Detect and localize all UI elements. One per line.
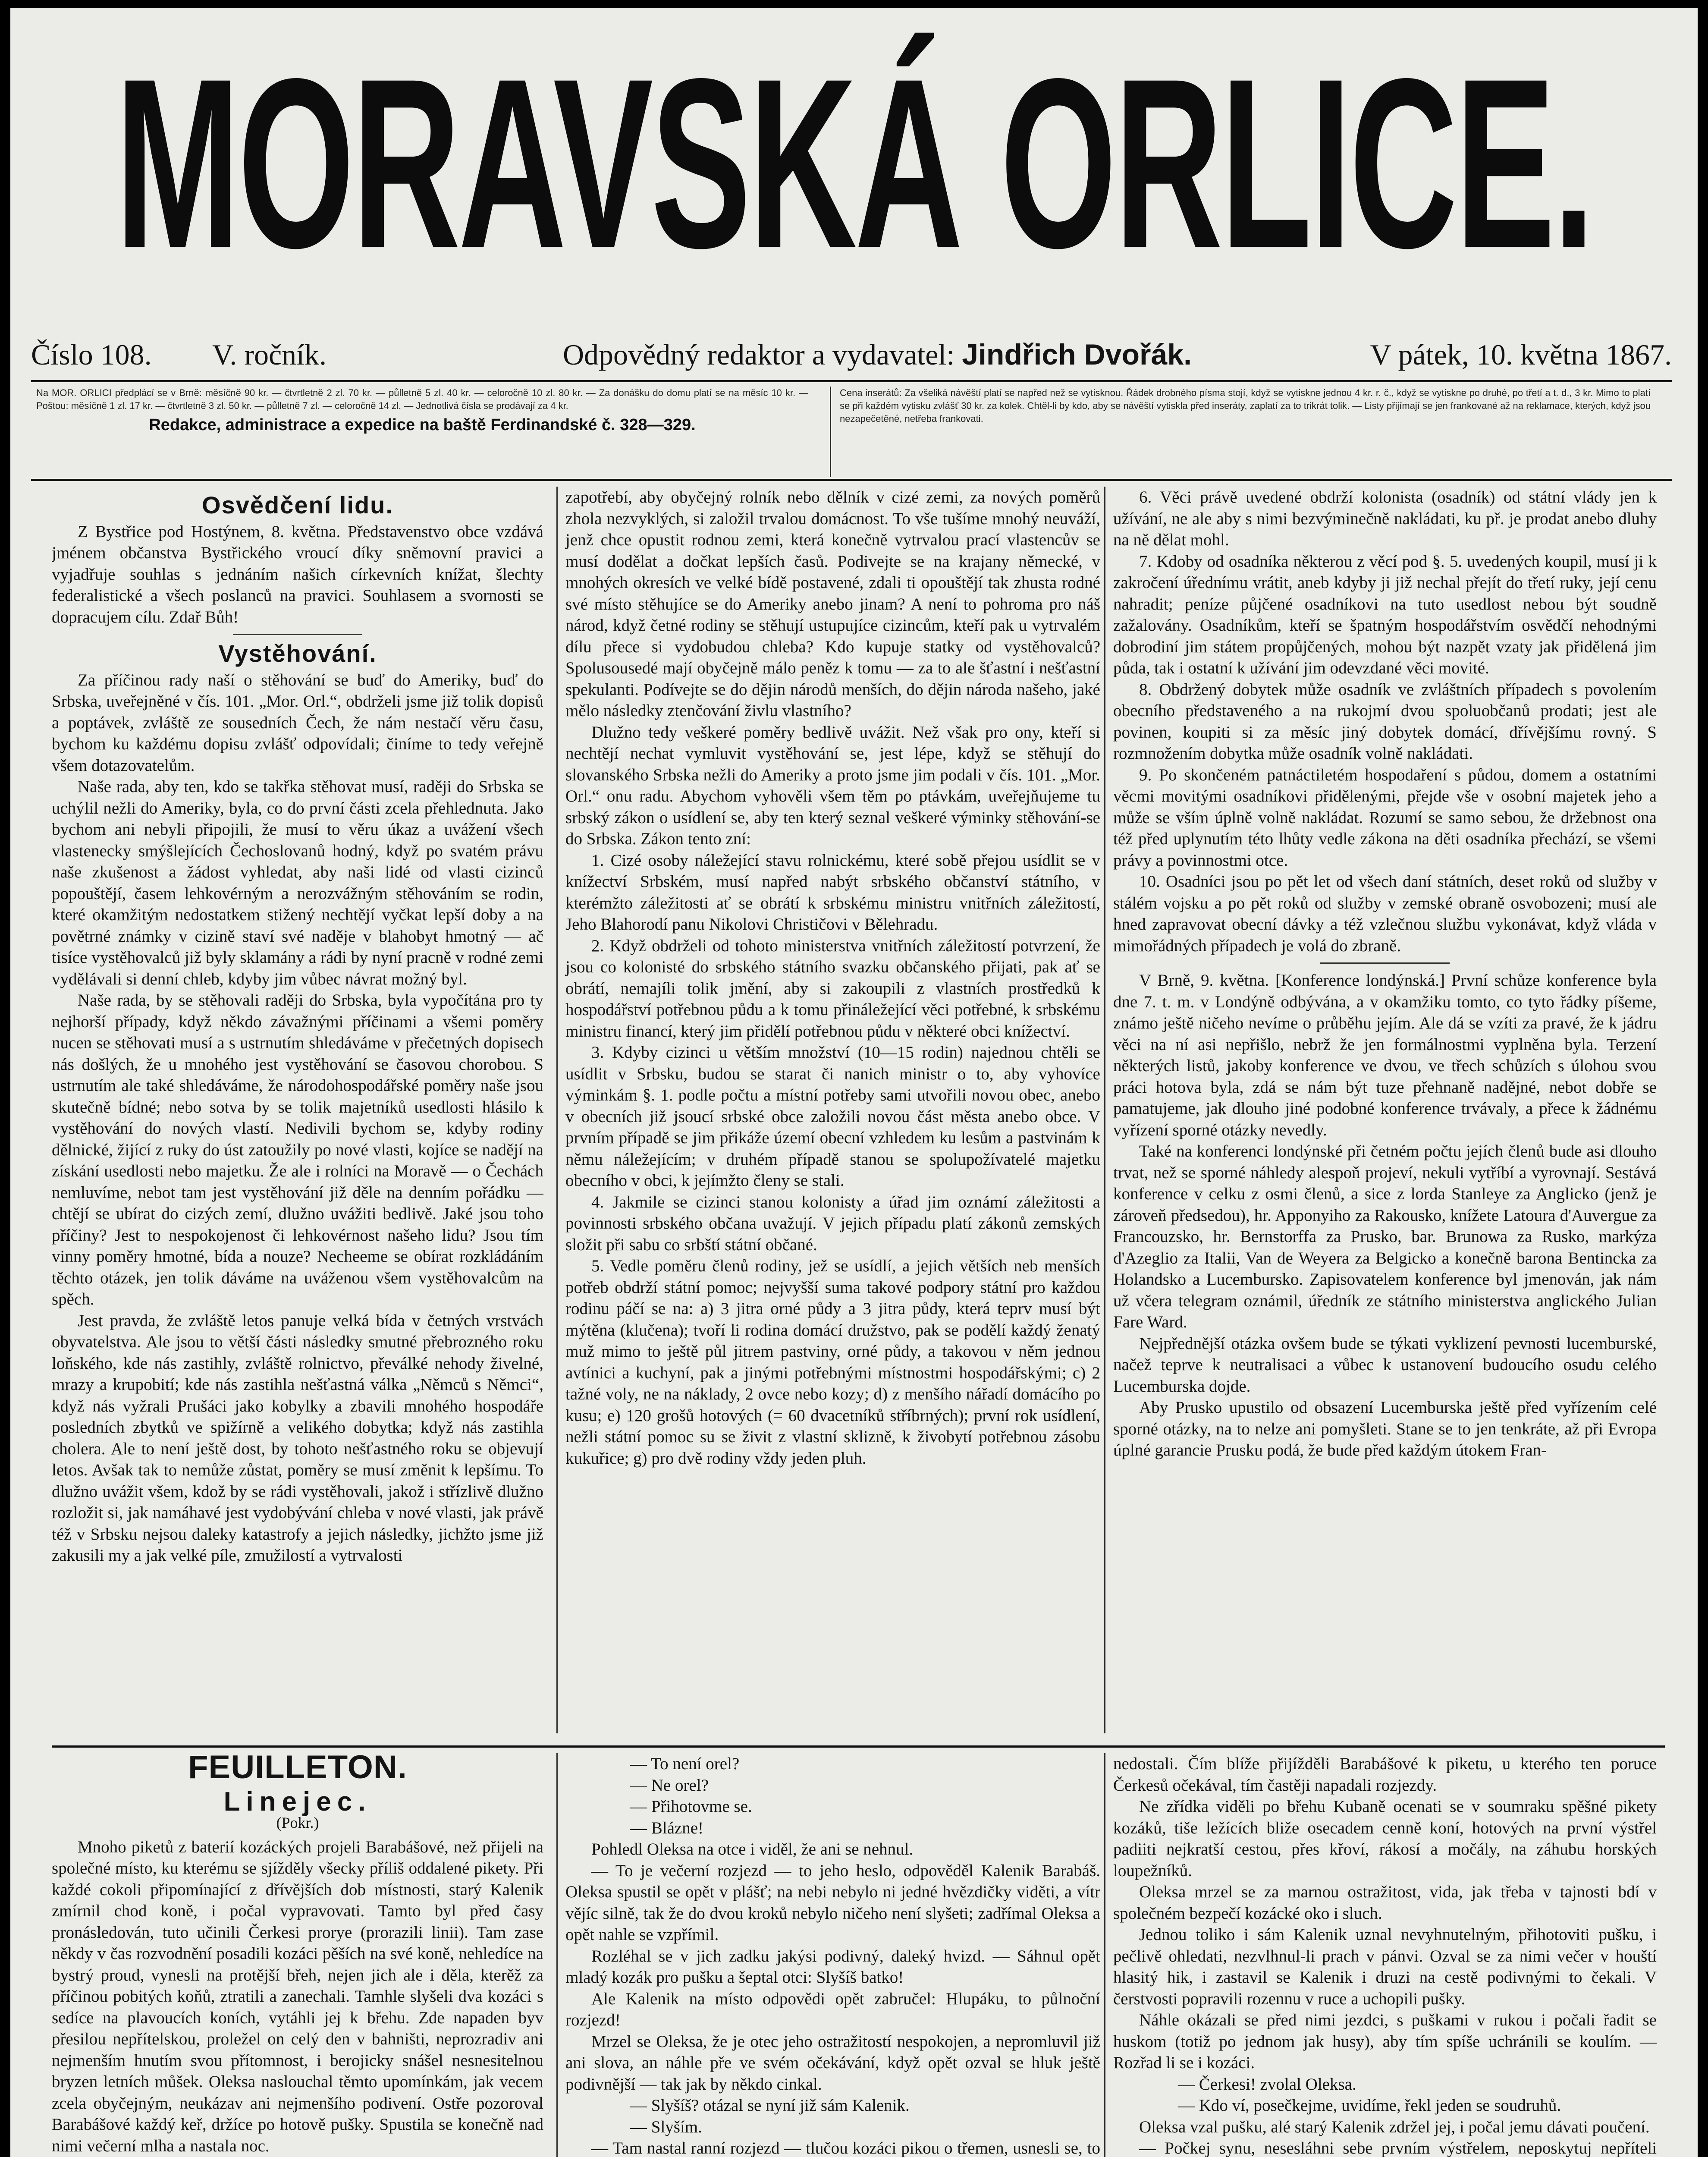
story-paragraph: Pohledl Oleksa na otce i viděl, že ani se nehnul. (591, 1840, 914, 1858)
feuilleton-column-1 (52, 1753, 543, 2157)
article-paragraph: 2. Když obdrželi od tohoto ministerstva vnitřních záležitostí potvrzení, že jsou co kolonisté do srbského státního svazku občanského přijati, pak ať se obrátí, nemajíli tolik jmění, aby si zakoupili z vlastních prostředků k hospodářství potřebnou půdu a k tomu přináležející věci potřebné, k srbskému ministru financí, který jim přidělí potřebnou půdu v některé obci knížectví. (565, 936, 1100, 1041)
feuilleton-column-3 (1104, 1753, 1657, 2157)
article-paragraph: Nejpřednější otázka ovšem bude se týkati vyklizení pevnosti lucemburské, načež teprve k neutralisaci a vůbec k ustanovení budoucího osudu celého Lucemburska dojde. (1113, 1334, 1657, 1396)
header-rule (31, 479, 1672, 481)
dialog-line: — Slyšíš? otázal se nyní již sám Kalenik. (630, 2096, 910, 2115)
advertising-text: Cena inserátů: Za všeliká návěští platí se napřed než se vytisknou. Řádek drobného písma stojí, když se vytiskne jednou 4 kr. r. č., když se vytiskne po druhé, po třetí a t. d., 3 kr. Mimo to platí se při každém vytisku zvlášť 30 kr. za kolek. Chtěl-li by kdo, aby se návěští vytiskla před inseráty, zaplatí za to trikrát tolik. — Listy přijímají se jen frankované až na reklamace, kterých, když jsou nezapečetěné, netřeba frankovati. (840, 387, 1651, 424)
story-paragraph: Náhle okázali se před nimi jezdci, s puškami v rukou i počali řadit se huskom (totiž po jednom jak husy), aby tím spíše uchránili se koulím. — Rozřad li se i kozáci. (1113, 2011, 1657, 2072)
story-paragraph: Oleksa mrzel se za marnou ostražitost, vida, jak třeba v tajnosti bdí v společném bezpečí kozácké oko i sluch. (1113, 1883, 1657, 1923)
article-paragraph: Naše rada, by se stěhovali raději do Srbska, byla vypočítána pro ty nejhorší případy, když někdo závažnými příčinami a všemi poměry nucen se stěhovati musí a s ustrnutím shledáváme v přečetných dopisech nás došlých, že u mnohého jest vystěhování se časovou chorobou. S ustrnutím ale také shledáváme, že národohospodářské poměry naše jsou skutečně bídné; nebo sotva by se tolik majetníků usedlosti hlásilo k vystěhování do nových vlastí. Nedivili bychom se, kdyby rodiny dělnické, žijící z ruky do úst zatoužily po nové vlasti, kojíce se nadějí na získání usedlosti nebo majetku. Že ale i rolníci na Moravě — o Čechách nemluvíme, nebot tam jest vystěhování již děle na denním pořádku — chtějí se ubírat do cizých zemí, dlužno uvážiti bedlivě. Jaké jsou toho příčiny? Jest to nespokojenost či lehkovérnost našeho lidu? Jsou tím vinny poměry hmotné, bída a nouze? Necheeme se obírat rozkládáním těchto otázek, jen tolik dáváme na uváženou všem vystěhovalcům na spěch. (52, 991, 543, 1308)
column-2 (556, 487, 1100, 1733)
feuilleton-column-2 (556, 1753, 1100, 2157)
story-title: Linejec. (223, 1786, 372, 1817)
story-paragraph: Mnoho piketů z baterií kozáckých projeli Barabášové, než přijeli na společné místo, ku kterému se sjížděly všecky příliš oddalené pikety. Při každé cokoli připomínající z dřívějších dob místnosti, starý Kalenik zmírnil chod koně, i počal vypravovati. Tamto byl před časy pronásledován, tuto učinili Čerkesi prorye (prorazili linii). Tam zase někdy v čas rozvodnění posadili kozáci pěších na své koně, nehledíce na bystrý proud, vynesli na protější břeh, nejen jich ale i děla, kterěž za příčinou pobitých koňů, ztratili a zanechali. Tamhle slyšeli dva kozáci s sedíce na plavoucích koních, vytáhli jej k břehu. Zde napaden byv přesilou nepřítelskou, proležel on celý den v bahništi, neprozradiv ani nejmenším hnutím svou přítomnost, i berojicky snášel nesnesitelnou bryzen letních můšek. Oleksa naslouchal těmto upomínkám, jak vecem zcela obyčejným, neukázav ani nejmenšího podivení. Ostře pozoroval Barabášové každý keř, držíce po hotově pušky. Spustila se konečně nad nimi večerní mlha a nastala noc. (52, 1837, 543, 2155)
article-paragraph: Také na konferenci londýnské při četném počtu jejích členů bude asi dlouho trvat, než se sporné náhledy alespoň projeví, nekuli vytříbí a vyrovnají. Sestává konference v celku z osmi členů, a sice z lorda Stanleye za Anglicko (jenž je zároveň předsedou), hr. Apponyiho za Rakousko, knížete Latoura d'Auvergue za Francouzsko, hr. Bernstorffa za Prusko, bar. Brunowa za Rusko, markýza d'Azeglio za Italii, Van de Weyera za Belgicko a konečně barona Bentincka za Holandsko a Lucembursko. Zapisovatelem konference byl jmenován, jak nám už včera telegram oznámil, úředník ze státního ministerstva anglického Julian Fare Ward. (1113, 1142, 1657, 1331)
article-paragraph: 9. Po skončeném patnáctiletém hospodaření s půdou, domem a ostatními věcmi movitými osadníkovi přidělenými, přejde vše v osobní majetek jeho a může se vším úplně volně nakládat. Rozumí se samo sebou, že držebnost ona též před uplynutím této lhůty vedle zákona na děti osadníka přechází, se všemi právy a povinnostmi otce. (1113, 765, 1657, 870)
story-paragraph: — To je večerní rozjezd — to jeho heslo, odpověděl Kalenik Barabáš. Oleksa spustil se opět v plášť; na nebi nebylo ni jedné hvězdičky viděti, a vítr vějíc silně, tak že do dvou kroků nebylo ničeho není slyšeti; zadřímal Oleksa a opět nahle se vzpřímil. (565, 1861, 1100, 1944)
article-heading: Osvědčení lidu. (202, 491, 393, 519)
article-paragraph: 8. Obdržený dobytek může osadník ve zvláštních případech s povolením obecního představeného a na rukojmí dvou spoluobčanů prodati; jest ale povinen, koupiti si za měsíc jiný dobytek domácí, dřívějšímu rovný. S rozmnožením dobytka může osadník volně nakládati. (1113, 680, 1657, 763)
volume: V. ročník. (212, 338, 327, 371)
article-paragraph: 5. Vedle poměru členů rodiny, jež se usídlí, a jejich větších neb menších potřeb obdrží státní pomoc; nejvyšší suma takové podpory státní pro každou rodinu páčí se na: a) 3 jitra orné půdy a 3 jitra půdy, která teprv musí být mýtěna (klučena); tvoří li rodina domácí družstvo, pak se podělí každý ženatý muž mimo to ještě půl jitrem pastviny, orné půdy, a takovou v něm jednou avtínici a kuchyní, pak a jinými potřebnými místnostmi hospodářskými; c) 2 tažné voly, ne na náklady, 2 ovce nebo kozy; d) z menšího nářadí domácího po kusu; e) 120 grošů hotových (= 60 dvacetníků stříbrných); první rok usídlení, nežli státní pomoc su se živit z vlastní sklizně, k živobytí potřebnou zásobu kukuřice; g) pro dvě rodiny vždy jeden pluh. (565, 1257, 1100, 1468)
newspaper-page (10, 8, 1698, 2157)
article-paragraph: 10. Osadníci jsou po pět let od všech daní státních, deset roků od služby v stálém vojsku a po pět roků od služby v zemské obraně osvobozeni; musí ale hned zapravovat obecní dávky a též vzlečnou službu vykonávat, když vláda v mimořádných případech je volá do zbraně. (1113, 872, 1657, 955)
editor-line (454, 338, 1301, 372)
dialog-line: — Přihotovme se. (630, 1797, 752, 1816)
dialog-line: — Čerkesi! zvolal Oleksa. (1178, 2075, 1356, 2094)
story-paragraph: Mrzel se Oleksa, že je otec jeho ostražitostí nespokojen, a nepromluvil již ani slova, an náhle pře ve svém očekávání, když opět ozval se hluk ještě podivnější — tak jak by někdo cinkal. (565, 2032, 1100, 2094)
feuilleton-rule (52, 1745, 1665, 1748)
article-paragraph: Z Bystřice pod Hostýnem, 8. května. Představenstvo obce vzdává jménem občanstva Bystřického vroucí díky sněmovní pravici a vyjadřuje souhlas s jednáním našich církevních knížat, šlechty federalistické a všech poslanců na pravici. Souhlasem a svornosti se dopracujem cílu. Zdař Bůh! (52, 522, 543, 626)
newspaper-title: MORAVSKÁ ORLICE. (115, 28, 1593, 298)
column-1 (52, 487, 543, 1733)
feuilleton-heading: FEUILLETON. (188, 1753, 407, 1786)
story-subtitle: (Pokr.) (276, 1814, 319, 1831)
editor-label: Odpovědný redaktor a vydavatel: (562, 338, 955, 371)
article-paragraph: Dlužno tedy veškeré poměry bedlivě uvážit. Než však pro ony, kteří si nechtějí nechat vymluvit vystěhování se, jest lépe, když se stěhují do slovanského Srbska nežli do Ameriky a proto jsme jim podali v čís. 101. „Mor. Orl.“ onu radu. Abychom vyhověli všem těm po ptávkám, uveřejňujeme tu srbský zákon o usídlení se, aby ten který seznal veškeré výminky stěhování-se do Srbska. Zákon tento zní: (565, 723, 1100, 848)
story-paragraph: Rozléhal se v jich zadku jakýsi podivný, daleký hvizd. — Sáhnul opět mladý kozák pro pušku a šeptal otci: Slyšíš batko! (565, 1946, 1100, 1987)
article-paragraph: 3. Kdyby cizinci u větším množství (10—15 rodin) najednou chtěli se usídlit v Srbsku, budou se starat či nanich ministr o to, aby vyhovíce výminkám §. 1. podle počtu a místní potřeby sami utvořili novou obec, anebo v obecních již jsoucí srbské obce založili novou část města anebo obce. V prvním případě se jim přikáže území obecní vzhledem ku lesům a pastvinám k němu náležejícím; v druhém případě stanou se spolupožívatelé majetku obecního v obci, k jejímžto členy se stali. (565, 1043, 1100, 1190)
column-3 (1104, 487, 1657, 1733)
divider (233, 634, 362, 635)
story-paragraph: Oleksa vzal pušku, alé starý Kalenik zdržel jej, i počal jemu dávati poučení. (1139, 2117, 1650, 2136)
dialog-line: — To není orel? (630, 1755, 740, 1773)
subscription-info (36, 387, 808, 477)
issue-info-line (31, 338, 1672, 382)
story-paragraph: Ale Kalenik na místo odpovědi opět zabručel: Hlupáku, to půlnoční rozjezd! (565, 1989, 1100, 2029)
dialog-line: — Ne orel? (630, 1776, 709, 1795)
article-paragraph: Jest pravda, že zvláště letos panuje velká bída v četných vrstvách obyvatelstva. Ale jsou to větší části následky smutné přebrozného roku loňského, kde nás zastihly, zvláště rolnictvo, převálké nehody živelné, mrazy a krupobití; kde nás zastihla nešťastná válka „Němců s Němci“, když nás vyžrali Prušáci jako kobylky a zbavili mnohého hospodáře posledních zbytků ve spižírně a velikého dobytka; když nás zastihla cholera. Ale to není ještě dost, by tohoto nešťastného roku se objevují letos. Avšak tak to nemůže zůstat, poměry se musí změnit k lepšímu. To dlužno uvážit všem, kdož by se rádi vystěhovali, jakož i střízlivě dlužno rozložit si, jak namáhavé jest vydobývání chleba v nové vlasti, jak právě též v Srbsku nejsou daleky katastrofy a jejich následky, jichžto jsme již zakusili my a jak velké píle, zmužilostí a vytrvalosti (52, 1311, 543, 1565)
subscription-text: Na MOR. ORLICI předplácí se v Brně: měsíčně 90 kr. — čtvrtletně 2 zl. 70 kr. — půlletně 5 zl. 40 kr. — celoročně 10 zl. 80 kr. — Za donášku do domu platí se na měsíc 10 kr. — Poštou: měsíčně 1 zl. 17 kr. — čtvrtletně 3 zl. 50 kr. — půlletně 7 zl. — celoročně 14 zl. — Jednotlivá čísla se prodávají za 4 kr. (36, 387, 808, 411)
advertising-rates (830, 387, 1651, 477)
article-paragraph: V Brně, 9. května. [Konference londýnská.] První schůze konference byla dne 7. t. m. v Londýně odbývána, a v okamžiku tomto, co tyto řádky píšeme, známo ještě ničeho nevíme o průběhu jejím. Ale dá se vzíti za pravé, že k jádru věci na ní asi nepřišlo, nebrž že jen formálnostmi vyplněna byla. Terzení některých listů, jakoby konference ve dvou, ve třech schůzích s úlohou svou práci hotova byla, zdá se nám být tuze přehnaně nadějné, nebot dobře se pamatujeme, jak dlouho jiné podobné konference trvávaly, a přece k žádnému vyřízení sporné otázky nevedly. (1113, 971, 1657, 1139)
story-paragraph: Ne zřídka viděli po břehu Kubaně ocenati se v soumraku spěšné pikety kozáků, tiše ležících bliže osecadem cenně koní, hotových na první výstřel padiiti nejkratší cestou, přes křoví, rákosí a močály, na záhubu horských loupežníků. (1113, 1797, 1657, 1880)
article-paragraph: zapotřebí, aby obyčejný rolník nebo dělník v cizé zemi, za nových poměrů zhola nezvyklých, si založil trvalou domácnost. To vše tušíme mnohý neuváží, jenž chce opustit rodnou zemi, která konečně vytrvalou prací vlastencův se musí dodělat a dočkat lepších časů. Podivejte se na krajany německé, v mnohých okresích ve velké bídě postavené, zdali ti opouštějí tak zhusta rodné své místo stěhujíce se do Ameriky anebo jinam? A není to pohroma pro náš národ, když četné rodiny se stěhují ustupujíce cizincům, kteří pak u vytrvalém dílu přece si vydobudou chleba? Kdo kupuje statky od vystěhovalců? Spolusousedé mají obyčejně málo peněz k tomu — za to ale šťastní i nešťastní spekulanti. Podívejte se do dějin národů menších, do dějin národa našeho, jaké mělo následky ztenčování živlu vlastního? (565, 488, 1100, 720)
article-paragraph: Za příčinou rady naší o stěhování se buď do Ameriky, buď do Srbska, uveřejněné v čís. 101. „Mor. Orl.“, obdrželi jsme již tolik dopisů a poptávek, zvláště ze sousedních Čech, že nám nestačí věru času, bychom ku každému dopisu zvlášť odpovídali; činíme to tedy veřejně všem dotazovatelům. (52, 670, 543, 775)
story-paragraph: Jednou toliko i sám Kalenik uznal nevyhnutelným, přihotoviti pušku, i pečlivě ohledati, nezvlhnul-li prach v pánvi. Ozval se za nimi večer v houští hlasitý hik, i zastavil se Kalenik i druzi na cestě podivnými to čekali. V čerstvosti popravili rozennu v ruce a uchopili pušky. (1113, 1925, 1657, 2008)
issue-number: Číslo 108. (31, 338, 152, 371)
dialog-line: — Slyším. (630, 2117, 702, 2136)
dialog-line: — Blázne! (630, 1818, 704, 1837)
story-paragraph: — Tam nastal ranní rozjezd — tlučou kozáci pikou o třemen, usnesli se, to (591, 2139, 1100, 2157)
article-paragraph: 4. Jakmile se cizinci stanou kolonisty a úřad jim oznámí záležitosti a povinnosti srbského občana uvažují. V jejich případu platí zákonů zemských složit při sabu co srbští státní občané. (565, 1192, 1100, 1254)
story-paragraph: — Počkej synu, nesesláhni sebe prvním výstřelem, neposkytuj nepříteli (1139, 2139, 1657, 2157)
article-paragraph: 1. Cizé osoby náležející stavu rolnickému, které sobě přejou usídlit se v knížectví Srbském, musí napřed nabýt srbského občanství státního, v kterémžto záležitosti ať se obrátí k srbskému ministru vnitřních záležitostí, Jeho Blahorodí panu Nikolovi Christičovi v Bělehradu. (565, 851, 1100, 934)
divider (1320, 962, 1450, 964)
dialog-line: — Kdo ví, posečkejme, uvidíme, řekl jeden se soudruhů. (1178, 2096, 1561, 2115)
masthead (10, 8, 1698, 318)
story-paragraph: nedostali. Čím blíže přijížděli Barabášové k piketu, u kterého ten poruce Čerkesů očekával, tím častěji napadali rozjezdy. (1113, 1755, 1657, 1795)
article-paragraph: 7. Kdoby od osadníka některou z věcí pod §. 5. uvedených koupil, musí ji k zakročení úřednímu vrátit, aneb kdyby ji již nechal přejít do třetí ruky, její cenu nahradit; peníze půjčené osadníkovi na tuto usedlost nebou být soudně zažalovány. Osadníkům, kteří se špatným hospodářstvím osvědčí nehodnými dobrodiní jim státem propůjčených, mohou být nazpět vzaty jak přidělená jim půda, tak i ostatní k užívání jim odevzdané věci movité. (1113, 552, 1657, 677)
article-heading: Vystěhování. (218, 640, 377, 667)
article-paragraph: 6. Věci právě uvedené obdrží kolonista (osadník) od státní vlády jen k užívání, ne ale aby s nimi bezvýminečně nakládati, ku př. je prodat anebo dluhy na ně dělat mohl. (1113, 488, 1657, 549)
issue-date: V pátek, 10. května 1867. (1370, 338, 1672, 371)
article-paragraph: Naše rada, aby ten, kdo se takřka stěhovat musí, raději do Srbska se uchýlil nežli do Ameriky, byla, co do první části zcela přehlednuta. Jako bychom ani nebyli připojili, že musí to věru úkaz a uvážení všech vlastenecky smýšlejících Čechoslovanů hodný, když po svatém právu naše zkušenost a žádost vyhledat, aby naši lidé od vlasti cizinců popouštějí, časem lehkovérným a nerozvážným stěhováním se rodin, které okamžitým nedostatkem stižený nechtějí vyčkat lepší doby a na povětrné známky v cizině staví své naděje v blahobyt hmotný — ač tisíce vystěhovalců již byly sklamány a rádi by nyní pracně v rodné zemi vydělávali si denní chleb, kdyby jim vůbec návrat možný byl. (52, 777, 543, 988)
office-address: Redakce, administrace a expedice na baště Ferdinandské č. 328—329. (149, 416, 696, 434)
editor-name: Jindřich Dvořák. (962, 338, 1192, 371)
article-paragraph: Aby Prusko upustilo od obsazení Lucemburska ještě před vyřízením celé sporné otázky, na to nelze ani pomyšleti. Stane se to jen tenkráte, až při Evropa úplné garancie Prusku podá, že bude před každým útokem Fran- (1113, 1398, 1657, 1459)
